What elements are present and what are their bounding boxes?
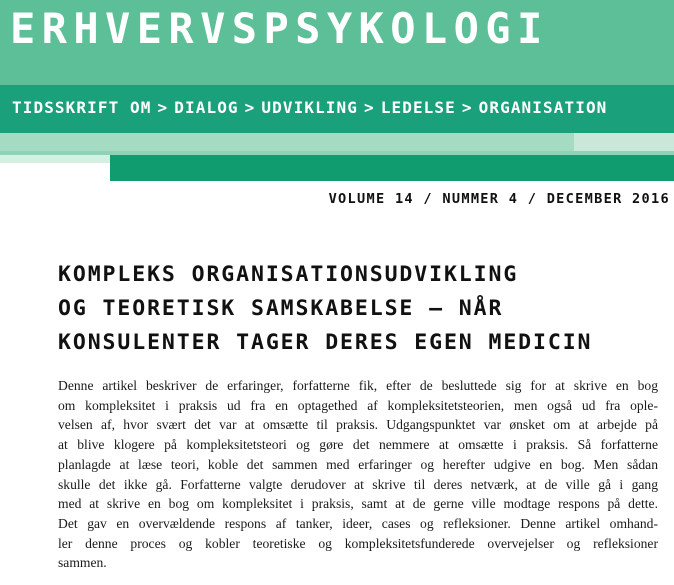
decor-bar-dark [110,155,674,181]
topics-line [12,96,674,120]
topic-udvikling: UDVIKLING [261,98,359,117]
abstract-line: Denne artikel beskriver de erfaringer, forfatterne fik, efter de besluttede sig for at skrive en bog [58,378,658,393]
article-title [58,258,670,360]
abstract-line: skulle det ikke gå. Forfatterne valgte derudover at skrive til deres netværk, at de ville gå i gang [58,476,658,492]
journal-title: ERHVERVSPSYKOLOGI [10,4,549,53]
topic-separator: > [461,98,473,117]
abstract-line: ler denne proces og kobler teoretiske og kompleksitetsfunderede overvejelser og refleksioner [58,535,658,551]
abstract-line: at blive klogere på kompleksitetsteori og gøre det nemmere at omsætte i praksis. Så forfatterne [58,437,658,453]
abstract-line: sammen. [58,555,107,571]
topic-organisation: ORGANISATION [478,98,608,117]
article-title-line: OG TEORETISK SAMSKABELSE – NÅR [58,296,504,321]
decor-stripe-tail [0,155,110,163]
article-abstract [58,376,658,573]
topic-separator: > [244,98,256,117]
abstract-line: planlagde at læse teori, koble det sammen med erfaringer og herefter udgive en bog. Men sådan [58,456,658,472]
abstract-line: med at skrive en bog om kompleksitet i praksis, samt at de gerne ville modtage respons på dette. [58,496,658,512]
topic-tidsskrift: TIDSSKRIFT OM [12,98,152,117]
abstract-line: om kompleksitet i praksis ud fra en optagethed af kompleksitetsteorien, men også ud fra ople- [58,397,658,413]
decor-stripe-mid [0,133,574,151]
article-title-line: KOMPLEKS ORGANISATIONSUDVIKLING [58,262,519,287]
abstract-line: velsen af, hvor svært det var at omsætte til praksis. Udgangspunktet var ønsket om at arbejde på [58,417,658,433]
topic-separator: > [364,98,375,117]
topic-dialog: DIALOG [174,98,239,117]
issue-info: VOLUME 14 / NUMMER 4 / DECEMBER 2016 [328,191,670,207]
article-title-line: KONSULENTER TAGER DERES EGEN MEDICIN [58,330,593,355]
topic-ledelse: LEDELSE [380,98,456,117]
topic-separator: > [157,98,169,117]
abstract-line: Det gav en overvældende respons af tanker, ideer, cases og refleksioner. Denne artikel omhand- [58,515,658,531]
